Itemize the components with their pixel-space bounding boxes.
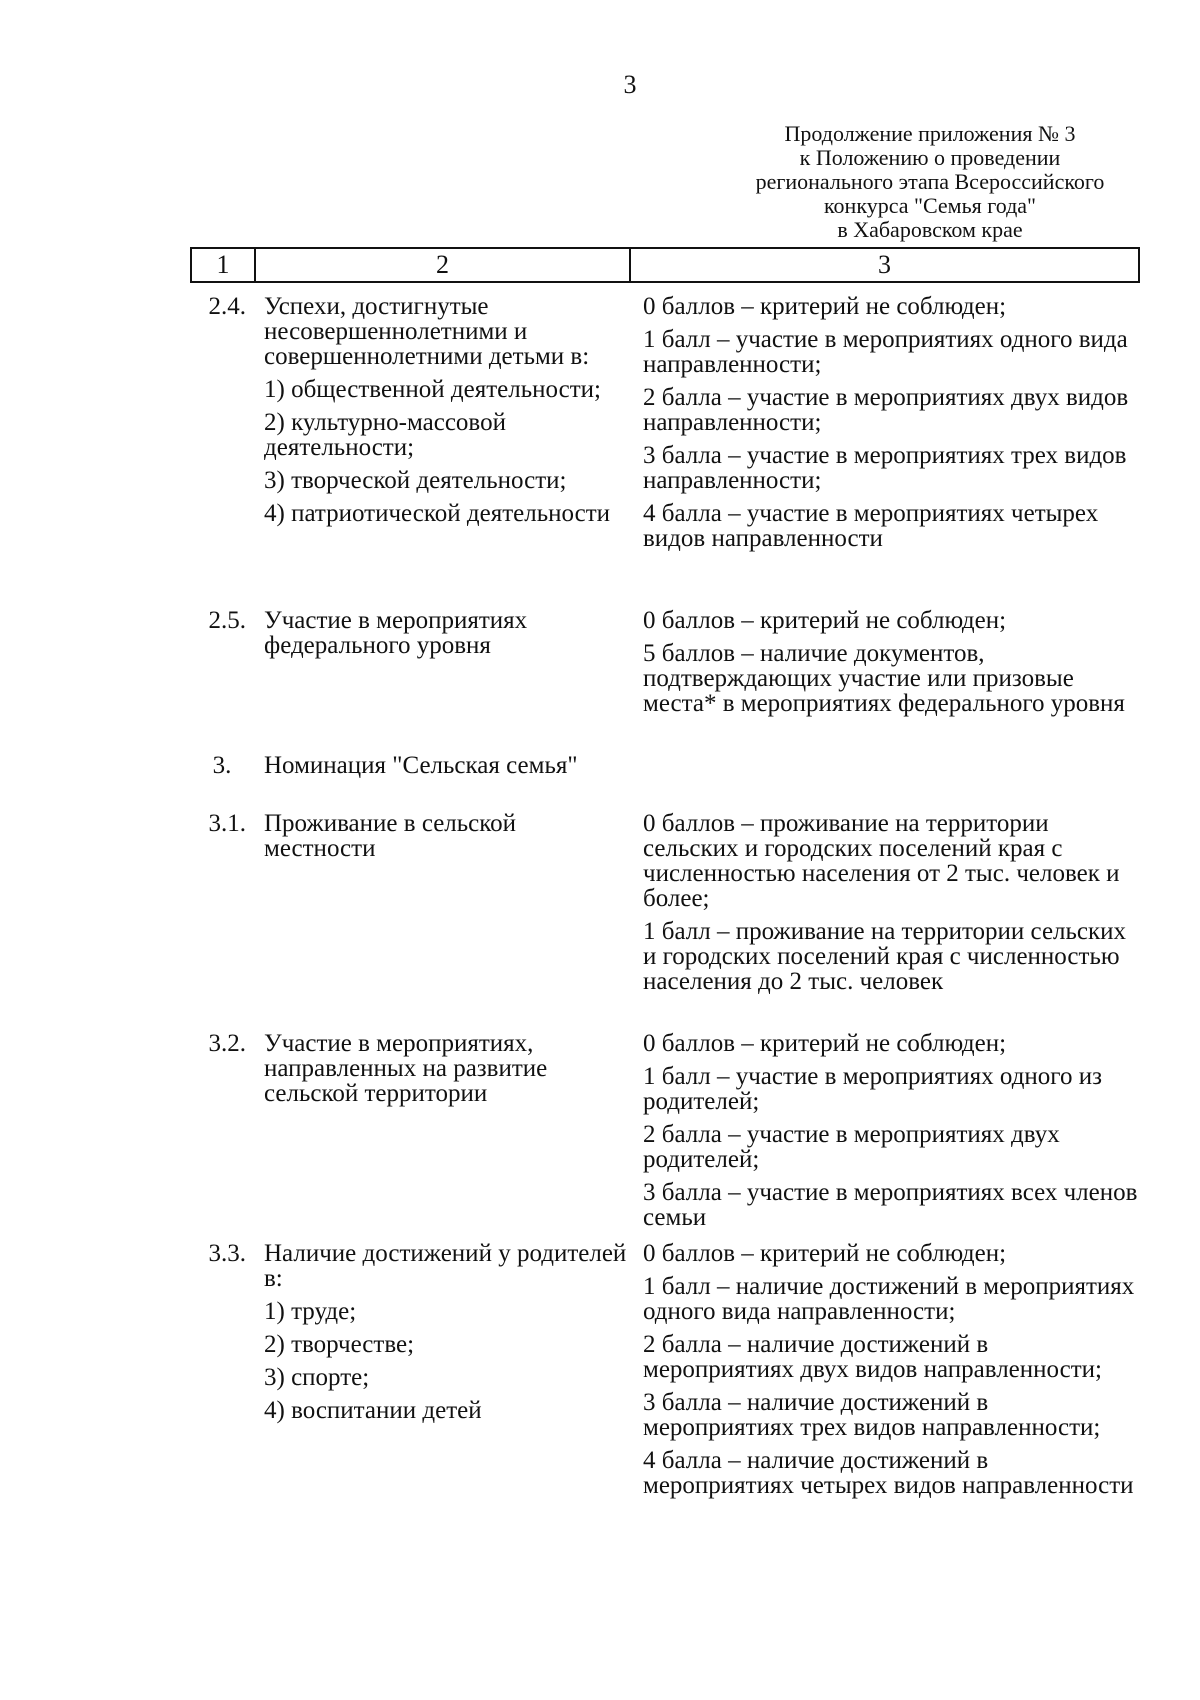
criterion-cell — [254, 604, 629, 666]
appendix-line: в Хабаровском крае — [837, 217, 1023, 242]
criterion-text: Проживание в сельской местности — [264, 810, 517, 862]
criterion-text: 4) воспитании детей — [264, 1397, 482, 1424]
score-text: 3 балла – наличие достижений в мероприятиях трех видов направленности; — [643, 1389, 1101, 1441]
row-number: 2.4. — [208, 293, 246, 320]
criterion-text: Успехи, достигнутые несовершеннолетними и совершеннолетними детьми в: — [264, 293, 590, 370]
score-text: 0 баллов – критерий не соблюден; — [643, 1030, 1007, 1057]
table-header-cell: 3 — [878, 250, 891, 279]
score-text: 2 балла – наличие достижений в мероприятиях двух видов направленности; — [643, 1331, 1102, 1383]
criterion-text: 1) труде; — [264, 1298, 357, 1325]
table-row — [190, 1237, 1140, 1597]
table-header-row — [190, 247, 1140, 283]
criterion-text: 4) патриотической деятельности — [264, 500, 610, 527]
table-row — [190, 807, 1140, 1027]
criterion-cell — [254, 807, 629, 869]
row-number: 2.5. — [208, 607, 246, 634]
score-text: 3 балла – участие в мероприятиях трех видов направленности; — [643, 442, 1127, 494]
criterion-text: 2) культурно-массовой деятельности; — [264, 409, 506, 461]
table-header-cell: 1 — [192, 249, 256, 281]
scores-cell — [629, 807, 1140, 1002]
row-number: 3.2. — [208, 1030, 246, 1057]
score-text: 1 балл – участие в мероприятиях одного вида направленности; — [643, 326, 1128, 378]
criterion-text: 3) спорте; — [264, 1364, 370, 1391]
criterion-text: Участие в мероприятиях, направленных на развитие сельской территории — [264, 1030, 548, 1107]
score-text: 5 баллов – наличие документов, подтверждающих участие или призовые места* в мероприятиях федерального уровня — [643, 640, 1125, 717]
criterion-cell — [254, 290, 629, 534]
scores-cell — [629, 749, 1140, 753]
table-header-cell: 2 — [256, 249, 631, 281]
score-text: 0 баллов – критерий не соблюден; — [643, 607, 1007, 634]
table-row — [190, 1027, 1140, 1237]
score-text: 2 балла – участие в мероприятиях двух видов направленности; — [643, 384, 1129, 436]
criterion-text: 3) творческой деятельности; — [264, 467, 567, 494]
table-row — [190, 290, 1140, 604]
criterion-text: Наличие достижений у родителей в: — [264, 1240, 627, 1292]
appendix-line: Продолжение приложения № 3 — [784, 121, 1076, 146]
score-text: 1 балл – участие в мероприятиях одного из родителей; — [643, 1063, 1102, 1115]
score-text: 4 балла – наличие достижений в мероприятиях четырех видов направленности — [643, 1447, 1134, 1499]
row-number: 3. — [212, 752, 232, 779]
criterion-cell — [254, 749, 629, 786]
appendix-line: регионального этапа Всероссийского — [755, 169, 1105, 194]
appendix-line: конкурса "Семья года" — [823, 193, 1037, 218]
criterion-text: Участие в мероприятиях федерального уровня — [264, 607, 528, 659]
row-number: 3.3. — [208, 1240, 246, 1267]
criterion-text: Номинация "Сельская семья" — [264, 752, 578, 779]
scores-cell — [629, 1027, 1140, 1238]
scores-cell — [629, 290, 1140, 559]
criterion-cell — [254, 1237, 629, 1431]
score-text: 1 балл – наличие достижений в мероприятиях одного вида направленности; — [643, 1273, 1135, 1325]
row-number: 3.1. — [208, 810, 246, 837]
scores-cell — [629, 604, 1140, 724]
appendix-header — [720, 122, 1140, 242]
score-text: 4 балла – участие в мероприятиях четырех видов направленности — [643, 500, 1099, 552]
score-text: 1 балл – проживание на территории сельских и городских поселений края с численностью населения до 2 тыс. человек — [643, 918, 1127, 995]
criterion-cell — [254, 1027, 629, 1114]
page-number: 3 — [623, 70, 637, 99]
criterion-text: 2) творчестве; — [264, 1331, 415, 1358]
score-text: 2 балла – участие в мероприятиях двух родителей; — [643, 1121, 1060, 1173]
score-text: 0 баллов – критерий не соблюден; — [643, 293, 1007, 320]
score-text: 0 баллов – критерий не соблюден; — [643, 1240, 1007, 1267]
criterion-text: 1) общественной деятельности; — [264, 376, 601, 403]
score-text: 3 балла – участие в мероприятиях всех членов семьи — [643, 1179, 1138, 1231]
appendix-line: к Положению о проведении — [799, 145, 1061, 170]
table-body — [190, 290, 1140, 1597]
scores-cell — [629, 1237, 1140, 1506]
score-text: 0 баллов – проживание на территории сельских и городских поселений края с численностью населения от 2 тыс. человек и более; — [643, 810, 1120, 912]
table-row — [190, 604, 1140, 749]
table-row — [190, 749, 1140, 807]
